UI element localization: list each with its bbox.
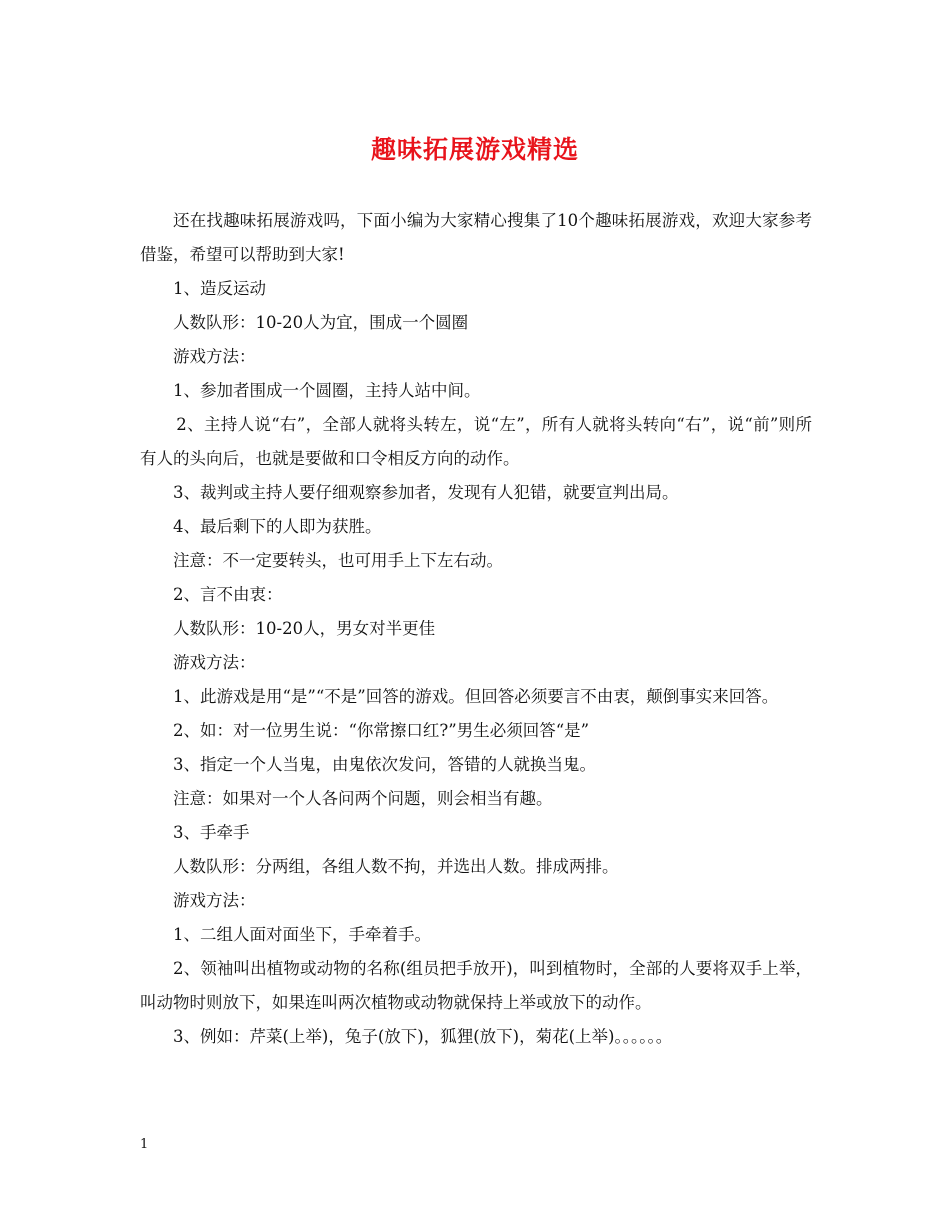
- section-heading: 2、言不由衷：: [173, 585, 283, 604]
- paragraph: 2、主持人说“右”，全部人就将头转左，说“左”，所有人就将头转向“右”，说“前”则所有人的头向后，也就是要做和口令相反方向的动作。: [140, 415, 812, 468]
- page-number: 1: [140, 1137, 149, 1152]
- document-body: [140, 204, 812, 1054]
- paragraph: 游戏方法：: [173, 653, 256, 672]
- paragraph: 1、此游戏是用“是”“不是”回答的游戏。但回答必须要言不由衷，颠倒事实来回答。: [173, 687, 779, 706]
- paragraph: 注意：不一定要转头，也可用手上下左右动。: [173, 551, 503, 570]
- paragraph: 人数队形：10-20人，男女对半更佳: [173, 619, 436, 638]
- paragraph: 2、领袖叫出植物或动物的名称(组员把手放开)，叫到植物时，全部的人要将双手上举，叫动物时则放下，如果连叫两次植物或动物就保持上举或放下的动作。: [140, 959, 812, 1012]
- paragraph: 注意：如果对一个人各问两个问题，则会相当有趣。: [173, 789, 553, 808]
- section-heading: 1、造反运动: [173, 279, 266, 298]
- paragraph: 1、二组人面对面坐下，手牵着手。: [173, 925, 431, 944]
- paragraph: 1、参加者围成一个圆圈，主持人站中间。: [173, 381, 481, 400]
- paragraph: 3、裁判或主持人要仔细观察参加者，发现有人犯错，就要宣判出局。: [173, 483, 679, 502]
- paragraph: 游戏方法：: [173, 347, 256, 366]
- section-heading: 3、手牵手: [173, 823, 250, 842]
- document-title: 趣味拓展游戏精选: [370, 135, 579, 164]
- paragraph: 3、指定一个人当鬼，由鬼依次发问，答错的人就换当鬼。: [173, 755, 596, 774]
- intro-paragraph: 还在找趣味拓展游戏吗，下面小编为大家精心搜集了10个趣味拓展游戏，欢迎大家参考借鉴，希望可以帮助到大家!: [140, 211, 812, 264]
- paragraph: 4、最后剩下的人即为获胜。: [173, 517, 382, 536]
- paragraph: 3、例如：芹菜(上举)，兔子(放下)，狐狸(放下)，菊花(上举)。。。。。。: [173, 1027, 673, 1046]
- paragraph: 2、如：对一位男生说：“你常擦口红?”男生必须回答“是”: [173, 721, 590, 740]
- paragraph: 人数队形：10-20人为宜，围成一个圆圈: [173, 313, 469, 332]
- paragraph: 人数队形：分两组，各组人数不拘，并选出人数。排成两排。: [173, 857, 619, 876]
- paragraph: 游戏方法：: [173, 891, 256, 910]
